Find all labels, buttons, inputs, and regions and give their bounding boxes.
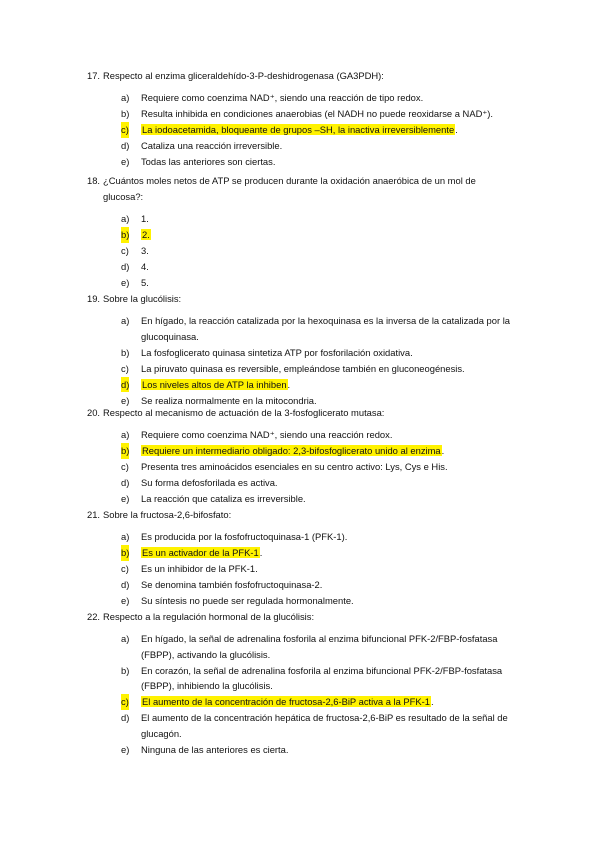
- option-letter: d): [121, 377, 129, 393]
- question-19: [0, 291, 600, 409]
- option-letter: c): [121, 122, 129, 138]
- option-letter: e): [121, 156, 130, 167]
- question-text: Respecto al mecanismo de actuación de la 3-fosfoglicerato mutasa:: [103, 407, 385, 418]
- highlighted-answer-text: 2.: [142, 229, 150, 240]
- option-letter: d): [121, 261, 130, 272]
- option-text: 1.: [141, 213, 149, 224]
- option-letter: c): [121, 461, 129, 472]
- question-17: [0, 68, 600, 170]
- option-b-correct: [0, 545, 511, 561]
- option-text: En corazón, la señal de adrenalina fosforila al enzima bifuncional PFK-2/FBP-fosfatasa (FBPP), inhibiendo la glucólisis.: [141, 664, 503, 691]
- options-list: [0, 90, 600, 170]
- options-list: [0, 529, 600, 609]
- question-18: [0, 173, 600, 291]
- question-text: Sobre la fructosa-2,6-bifosfato:: [103, 509, 232, 520]
- option-a: [0, 313, 511, 344]
- option-letter: c): [121, 563, 129, 574]
- option-suffix: .: [441, 445, 445, 456]
- option-text: Presenta tres aminoácidos esenciales en su centro activo: Lys, Cys e His.: [141, 461, 448, 472]
- option-b-correct: [0, 227, 511, 243]
- option-letter: b): [121, 545, 129, 561]
- option-text: Se denomina también fosfofructoquinasa-2.: [141, 579, 323, 590]
- option-text: Ninguna de las anteriores es cierta.: [141, 743, 289, 755]
- option-letter: b): [121, 664, 130, 676]
- highlighted-answer-text: Los niveles altos de ATP la inhiben: [142, 378, 287, 390]
- options-list: [0, 427, 600, 507]
- option-a: [0, 529, 511, 545]
- question-20: [0, 405, 600, 507]
- question-21: [0, 507, 600, 609]
- question-number: 21.: [87, 509, 101, 520]
- option-a: [0, 427, 511, 443]
- option-b-correct: [0, 443, 511, 459]
- option-text: Todas las anteriores son ciertas.: [141, 156, 276, 167]
- option-suffix: .: [455, 124, 458, 135]
- option-text: Es producida por la fosfofructoquinasa-1 (PFK-1).: [141, 531, 348, 542]
- option-a: [0, 90, 511, 106]
- highlighted-answer-text: Es un activador de la PFK-1: [142, 547, 259, 558]
- option-b: [0, 345, 511, 361]
- option-text: Cataliza una reacción irreversible.: [141, 140, 283, 151]
- option-text: Su forma defosforilada es activa.: [141, 477, 278, 488]
- option-letter: d): [121, 712, 130, 723]
- option-text: La reacción que cataliza es irreversible.: [141, 493, 306, 504]
- option-letter: d): [121, 579, 130, 590]
- question-text: Respecto a la regulación hormonal de la glucólisis:: [103, 611, 315, 622]
- options-list: [0, 211, 600, 291]
- option-text: La piruvato quinasa es reversible, empleándose también en gluconeogénesis.: [141, 362, 465, 374]
- option-text: Requiere como coenzima NAD⁺, siendo una reacción de tipo redox.: [141, 92, 424, 103]
- option-b: [0, 106, 511, 122]
- question-20-stem: [0, 405, 503, 421]
- question-number: 17.: [87, 70, 101, 81]
- option-d: [0, 138, 511, 154]
- option-c: [0, 361, 511, 377]
- options-list: [0, 631, 600, 757]
- option-letter: a): [121, 92, 130, 103]
- option-letter: a): [121, 213, 130, 224]
- question-text: ¿Cuántos moles netos de ATP se producen durante la oxidación anaeróbica de un mol de glucosa?:: [103, 175, 476, 202]
- option-text: En hígado, la reacción catalizada por la hexoquinasa es la inversa de la catalizada por la glucoquinasa.: [141, 315, 510, 342]
- option-letter: c): [121, 694, 129, 710]
- option-letter: d): [121, 477, 130, 488]
- option-letter: e): [121, 595, 130, 606]
- option-e: [0, 491, 511, 507]
- option-letter: d): [121, 140, 130, 151]
- option-a: [0, 211, 511, 227]
- option-text: 3.: [141, 245, 149, 256]
- option-text: En hígado, la señal de adrenalina fosforila al enzima bifuncional PFK-2/FBP-fosfatasa (FBPP), activando la glucólisis.: [141, 633, 498, 660]
- option-letter: c): [121, 362, 129, 374]
- option-a: [0, 631, 511, 662]
- question-22: [0, 609, 600, 758]
- option-letter: e): [121, 743, 130, 755]
- option-e: [0, 593, 511, 609]
- option-d: [0, 475, 511, 491]
- option-text: Requiere como coenzima NAD⁺, siendo una reacción redox.: [141, 429, 393, 440]
- option-letter: a): [121, 429, 130, 440]
- option-suffix: .: [431, 696, 434, 707]
- highlighted-answer-text: Requiere un intermediario obligado: 2,3-bifosfoglicerato unido al enzima: [142, 445, 441, 456]
- option-c: [0, 459, 511, 475]
- question-text: Sobre la glucólisis:: [103, 293, 182, 304]
- question-number: 22.: [87, 611, 101, 622]
- option-d: [0, 259, 511, 275]
- highlighted-answer-text: La iodoacetamida, bloqueante de grupos –SH, la inactiva irreversiblemente: [142, 124, 455, 135]
- option-letter: e): [121, 493, 130, 504]
- option-letter: e): [121, 394, 130, 406]
- question-18-stem: [0, 173, 503, 205]
- option-letter: e): [121, 277, 130, 288]
- options-list: [0, 313, 600, 408]
- option-letter: a): [121, 315, 130, 326]
- question-19-stem: [0, 291, 503, 307]
- question-21-stem: [0, 507, 503, 523]
- option-text: 4.: [141, 261, 149, 272]
- option-c: [0, 243, 511, 259]
- question-22-stem: [0, 609, 503, 625]
- option-text: La fosfoglicerato quinasa sintetiza ATP por fosforilación oxidativa.: [141, 346, 413, 358]
- option-d: [0, 710, 511, 741]
- option-letter: c): [121, 245, 129, 256]
- option-letter: b): [121, 443, 129, 459]
- option-letter: b): [121, 346, 130, 358]
- option-text: Es un inhibidor de la PFK-1.: [141, 563, 258, 574]
- question-17-stem: [0, 68, 503, 84]
- option-d: [0, 577, 511, 593]
- option-c-correct: [0, 694, 511, 710]
- option-text: Su síntesis no puede ser regulada hormonalmente.: [141, 595, 354, 606]
- option-text: 5.: [141, 277, 149, 288]
- option-text: El aumento de la concentración hepática de fructosa-2,6-BiP es resultado de la señal de glucagón.: [141, 712, 508, 739]
- option-text: Se realiza normalmente en la mitocondria.: [141, 394, 317, 406]
- option-letter: a): [121, 633, 130, 644]
- question-number: 18.: [87, 175, 101, 186]
- question-number: 19.: [87, 293, 101, 304]
- option-letter: b): [121, 227, 129, 243]
- option-c: [0, 561, 511, 577]
- option-letter: b): [121, 108, 130, 119]
- option-letter: a): [121, 531, 130, 542]
- question-number: 20.: [87, 407, 101, 418]
- option-b: [0, 663, 511, 694]
- option-c-correct: [0, 122, 511, 138]
- option-e: [0, 742, 511, 758]
- option-d-correct: [0, 377, 511, 393]
- option-text: Resulta inhibida en condiciones anaerobias (el NADH no puede reoxidarse a NAD⁺).: [141, 108, 494, 119]
- question-text: Respecto al enzima gliceraldehído-3-P-deshidrogenasa (GA3PDH):: [103, 70, 384, 81]
- option-suffix: .: [287, 378, 291, 390]
- option-e: [0, 275, 511, 291]
- option-e: [0, 154, 511, 170]
- highlighted-answer-text: El aumento de la concentración de fructosa-2,6-BiP activa a la PFK-1: [142, 696, 431, 707]
- option-suffix: .: [259, 547, 263, 558]
